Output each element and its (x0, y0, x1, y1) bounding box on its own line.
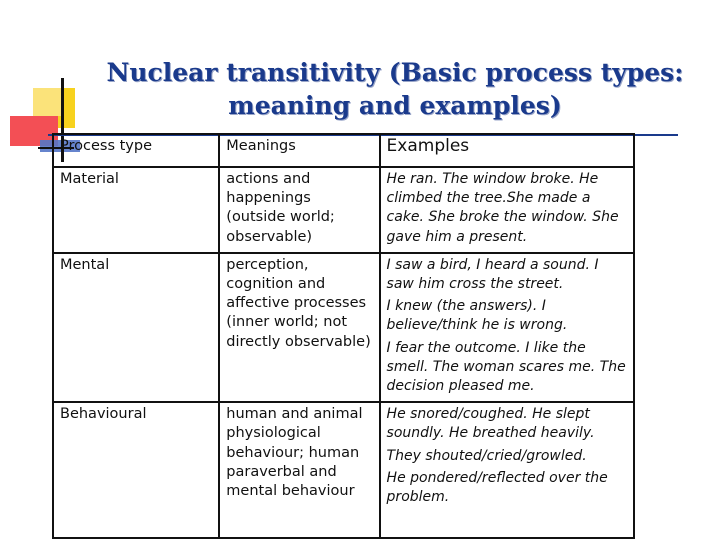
meaning-cell: human and animal physiological behaviour; human paraverbal and mental behaviour (219, 402, 379, 538)
table-row (53, 402, 634, 538)
process-type-cell: Behavioural (53, 402, 219, 538)
example-text: They shouted/cried/growled. (386, 447, 587, 464)
header-process-type: Process type (53, 134, 219, 167)
example-text: He snored/coughed. He slept soundly. He breathed heavily. (386, 406, 595, 442)
table-header-row (53, 134, 634, 167)
table-row (53, 167, 634, 253)
slide-title: Nuclear transitivity (Basic process types: meaning and examples) (106, 58, 684, 120)
process-type-cell: Mental (53, 253, 219, 402)
example-text: I saw a bird, I heard a sound. I saw him cross the street. (386, 256, 599, 293)
examples-cell (380, 253, 634, 402)
meaning-cell: actions and happenings (outside world; observable) (219, 167, 379, 253)
header-meanings: Meanings (219, 134, 379, 167)
process-type-cell: Material (53, 167, 219, 253)
examples-cell (380, 167, 634, 253)
example-text: I knew (the answers). I believe/think he is wrong. (386, 298, 568, 334)
example-text: He ran. The window broke. He climbed the tree.She made a cake. She broke the window. She gave him a present. (386, 171, 619, 245)
examples-cell (380, 402, 634, 538)
example-text: He pondered/reflected over the problem. (386, 469, 608, 506)
decor-yellow-highlight (33, 88, 61, 116)
table-row (53, 253, 634, 402)
header-examples: Examples (380, 134, 634, 167)
process-types-table (52, 133, 635, 539)
meaning-cell: perception, cognition and affective processes (inner world; not directly observable) (219, 253, 379, 402)
example-text: I fear the outcome. I like the smell. The woman scares me. The decision pleased me. (386, 339, 626, 395)
